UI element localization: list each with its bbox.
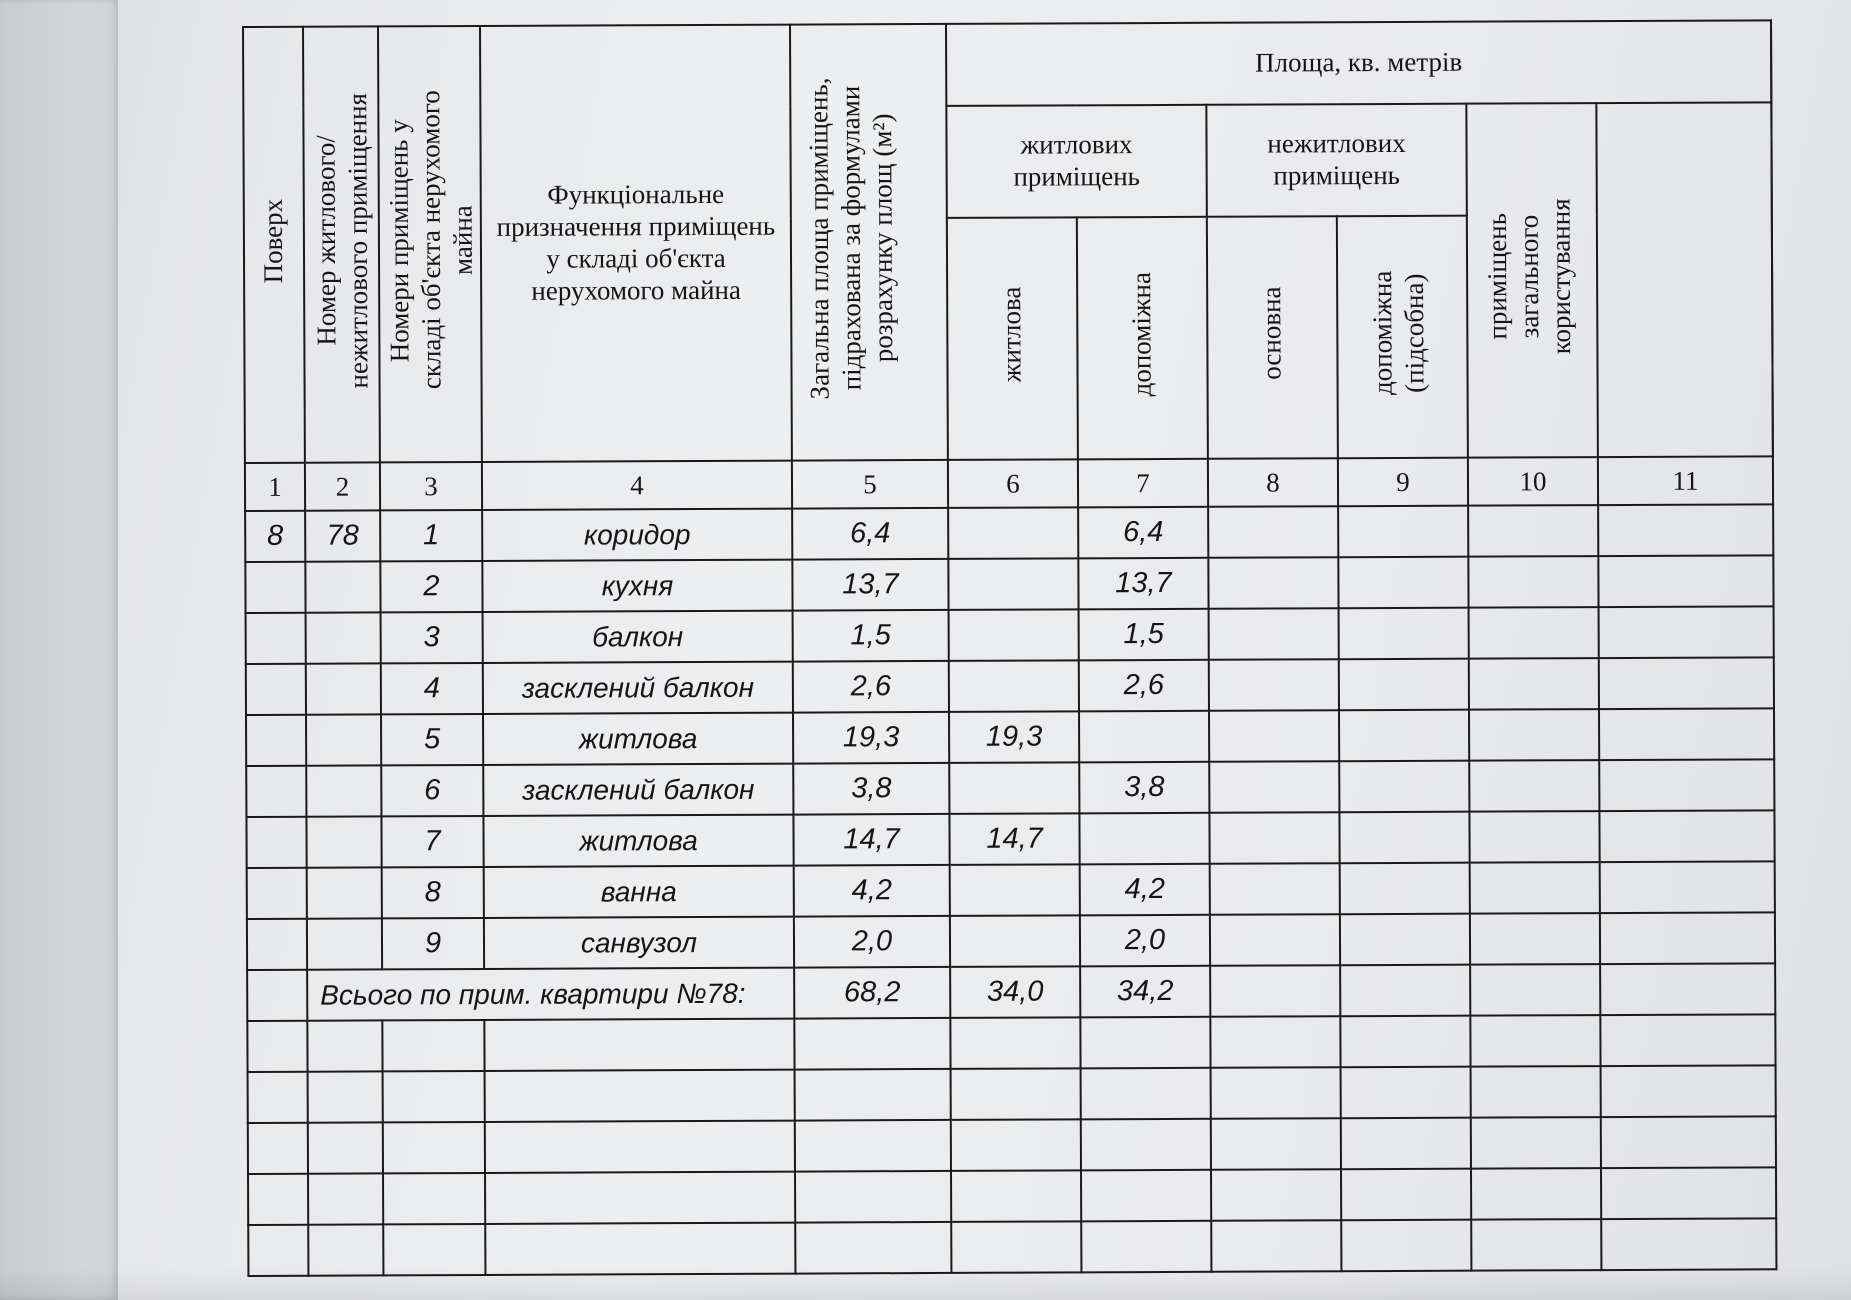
- header-unit-number: Номер житлового/ нежитлового приміщення: [303, 26, 380, 462]
- header-area-group: Площа, кв. метрів: [946, 20, 1771, 106]
- empty-cell: [308, 1224, 383, 1275]
- column-number: 11: [1598, 456, 1773, 505]
- room-number-cell: 3: [381, 612, 483, 663]
- common-use-cell: [1469, 607, 1599, 659]
- room-name-cell: засклений балкон: [483, 764, 793, 816]
- aux-area-cell: 2,6: [1079, 660, 1209, 712]
- empty-cell: [1081, 1221, 1211, 1273]
- column-number: 8: [1208, 458, 1338, 507]
- total-row: [247, 963, 1775, 1021]
- common-use-cell: [1470, 862, 1600, 914]
- column-number: 3: [380, 462, 482, 510]
- empty-cell: [248, 1123, 308, 1174]
- header-main: основна: [1207, 216, 1338, 459]
- room-explication-table: [242, 19, 1777, 1277]
- empty-cell: [382, 1020, 484, 1071]
- unit-cell: [306, 714, 381, 765]
- empty-cell: [485, 1223, 795, 1275]
- notes-cell: [1599, 606, 1774, 658]
- empty-cell: [1211, 1220, 1341, 1272]
- empty-cell: [1341, 1067, 1471, 1119]
- empty-cell: [308, 1122, 383, 1173]
- living-area-cell: [950, 915, 1080, 967]
- aux-area-cell: [1079, 813, 1209, 865]
- room-name-cell: санвузол: [484, 917, 794, 969]
- column-number: 6: [948, 459, 1078, 508]
- total-area-cell: 19,3: [793, 712, 949, 764]
- unit-cell: [307, 918, 382, 969]
- total-area-cell: 2,0: [794, 916, 950, 968]
- header-function: Функціональне призначення приміщень у складі об'єкта нерухомого майна: [480, 25, 792, 462]
- empty-cell: [1080, 1017, 1210, 1069]
- floor-cell: [246, 664, 306, 715]
- empty-cell: [1081, 1119, 1211, 1171]
- total-area-cell: 1,5: [793, 610, 949, 662]
- aux-sub-area-cell: [1339, 659, 1469, 711]
- column-number: 9: [1338, 458, 1468, 507]
- room-name-cell: балкон: [483, 611, 793, 663]
- empty-cell: [1601, 1116, 1776, 1168]
- aux-area-cell: 2,0: [1080, 915, 1210, 967]
- empty-cell: [794, 1018, 950, 1070]
- notes-cell: [1599, 708, 1774, 760]
- common-use-cell: [1469, 658, 1599, 710]
- total-area-cell: 13,7: [792, 559, 948, 611]
- living-area-cell: [949, 762, 1079, 814]
- aux-sub-area-cell: [1338, 557, 1468, 609]
- floor-cell: [246, 817, 306, 868]
- table-row: [245, 504, 1773, 562]
- floor-cell: [247, 868, 307, 919]
- table-row: [247, 912, 1775, 970]
- table-row: [246, 759, 1774, 817]
- empty-cell: [307, 1020, 382, 1071]
- empty-cell: [1341, 1169, 1471, 1221]
- notes-cell: [1599, 759, 1774, 811]
- empty-cell: [1601, 1218, 1776, 1270]
- empty-cell: [795, 1120, 951, 1172]
- notes-cell: [1598, 555, 1773, 607]
- main-area-cell: [1209, 659, 1339, 711]
- table-row: [246, 708, 1774, 766]
- living-area-cell: 19,3: [949, 711, 1079, 763]
- empty-cell: [383, 1122, 485, 1173]
- room-number-cell: 8: [382, 867, 484, 918]
- column-number: 10: [1468, 457, 1598, 506]
- table-row: [246, 606, 1774, 664]
- header-residential: житлових приміщень: [946, 105, 1206, 218]
- aux-area-cell: 34,2: [1080, 966, 1210, 1018]
- header-floor: Поверх: [243, 27, 305, 463]
- empty-cell: [1470, 1015, 1600, 1067]
- room-name-cell: коридор: [482, 509, 792, 561]
- living-area-cell: [948, 507, 1078, 559]
- table-row: [245, 555, 1773, 613]
- aux-sub-area-cell: [1339, 608, 1469, 660]
- aux-area-cell: 3,8: [1079, 762, 1209, 814]
- common-use-cell: [1470, 964, 1600, 1016]
- room-number-cell: 2: [380, 561, 482, 612]
- room-number-cell: 6: [381, 765, 483, 816]
- unit-cell: [305, 561, 380, 612]
- column-number-row: [245, 456, 1773, 511]
- total-area-cell: 6,4: [792, 508, 948, 560]
- main-area-cell: [1210, 965, 1340, 1017]
- empty-cell: [248, 1072, 308, 1123]
- table-row: [247, 861, 1775, 919]
- empty-cell: [247, 1021, 307, 1072]
- total-area-cell: 68,2: [794, 967, 950, 1019]
- empty-row: [248, 1116, 1776, 1174]
- common-use-cell: [1470, 913, 1600, 965]
- empty-cell: [1341, 1220, 1471, 1272]
- common-use-cell: [1468, 505, 1598, 557]
- header-nonresidential: нежитлових приміщень: [1206, 104, 1466, 217]
- notes-cell: [1600, 912, 1775, 964]
- column-number: 5: [792, 460, 948, 509]
- empty-cell: [951, 1170, 1081, 1222]
- main-area-cell: [1208, 506, 1338, 558]
- floor-cell: [247, 970, 307, 1021]
- empty-cell: [485, 1172, 795, 1224]
- aux-sub-area-cell: [1340, 914, 1470, 966]
- room-number-cell: 7: [381, 816, 483, 867]
- aux-sub-area-cell: [1339, 761, 1469, 813]
- floor-cell: [246, 715, 306, 766]
- aux-sub-area-cell: [1338, 506, 1468, 558]
- column-number: 1: [245, 463, 305, 511]
- empty-cell: [1210, 1016, 1340, 1068]
- aux-area-cell: 13,7: [1078, 558, 1208, 610]
- empty-row: [248, 1218, 1776, 1276]
- common-use-cell: [1468, 556, 1598, 608]
- room-name-cell: засклений балкон: [483, 662, 793, 714]
- page-edge: [0, 0, 118, 1300]
- floor-cell: [246, 766, 306, 817]
- common-use-cell: [1469, 760, 1599, 812]
- empty-cell: [795, 1222, 951, 1274]
- notes-cell: [1600, 861, 1775, 913]
- aux-area-cell: [1079, 711, 1209, 763]
- notes-cell: [1599, 810, 1774, 862]
- header-living: житлова: [947, 217, 1078, 460]
- empty-cell: [1601, 1065, 1776, 1117]
- empty-cell: [383, 1071, 485, 1122]
- aux-sub-area-cell: [1339, 812, 1469, 864]
- aux-sub-area-cell: [1340, 965, 1470, 1017]
- empty-cell: [1471, 1066, 1601, 1118]
- floor-cell: [246, 613, 306, 664]
- empty-cell: [383, 1173, 485, 1224]
- room-number-cell: 5: [381, 714, 483, 765]
- empty-cell: [308, 1071, 383, 1122]
- common-use-cell: [1469, 811, 1599, 863]
- header-common-use: приміщень загального користування: [1466, 103, 1598, 458]
- empty-cell: [1601, 1167, 1776, 1219]
- aux-area-cell: 4,2: [1080, 864, 1210, 916]
- empty-cell: [1600, 1014, 1775, 1066]
- empty-row: [248, 1167, 1776, 1225]
- room-number-cell: 1: [380, 510, 482, 561]
- empty-cell: [795, 1069, 951, 1121]
- table-row: [246, 657, 1774, 715]
- unit-cell: [306, 663, 381, 714]
- room-name-cell: житлова: [483, 815, 793, 867]
- main-area-cell: [1208, 557, 1338, 609]
- unit-cell: [306, 612, 381, 663]
- living-area-cell: [950, 864, 1080, 916]
- notes-cell: [1600, 963, 1775, 1015]
- empty-cell: [1081, 1170, 1211, 1222]
- column-number: 2: [305, 462, 380, 510]
- empty-cell: [484, 1019, 794, 1071]
- aux-area-cell: 6,4: [1078, 507, 1208, 559]
- header-total-area: Загальна площа приміщень, підрахована за формулами розрахунку площ (м²): [790, 24, 948, 461]
- total-label: Всього по прим. квартири №78:: [307, 968, 794, 1021]
- empty-cell: [951, 1068, 1081, 1120]
- empty-cell: [248, 1174, 308, 1225]
- room-number-cell: 9: [382, 918, 484, 969]
- empty-cell: [1211, 1067, 1341, 1119]
- main-area-cell: [1209, 710, 1339, 762]
- empty-cell: [485, 1121, 795, 1173]
- notes-cell: [1598, 504, 1773, 556]
- column-number: 7: [1078, 459, 1208, 508]
- aux-sub-area-cell: [1340, 863, 1470, 915]
- empty-cell: [1341, 1118, 1471, 1170]
- floor-cell: [247, 919, 307, 970]
- unit-cell: [306, 765, 381, 816]
- empty-cell: [1471, 1117, 1601, 1169]
- room-name-cell: ванна: [484, 866, 794, 918]
- empty-cell: [248, 1225, 308, 1276]
- table-row: [246, 810, 1774, 868]
- room-name-cell: кухня: [482, 560, 792, 612]
- main-area-cell: [1210, 914, 1340, 966]
- notes-cell: [1599, 657, 1774, 709]
- living-area-cell: [949, 660, 1079, 712]
- empty-cell: [485, 1070, 795, 1122]
- unit-cell: [307, 867, 382, 918]
- empty-row: [247, 1014, 1775, 1072]
- empty-cell: [951, 1119, 1081, 1171]
- empty-row: [248, 1065, 1776, 1123]
- main-area-cell: [1209, 761, 1339, 813]
- header-room-numbers: Номери приміщень у складі об'єкта нерухомого майна: [378, 26, 482, 462]
- aux-area-cell: 1,5: [1079, 609, 1209, 661]
- main-area-cell: [1209, 608, 1339, 660]
- main-area-cell: [1210, 863, 1340, 915]
- empty-cell: [951, 1221, 1081, 1273]
- empty-cell: [1471, 1219, 1601, 1271]
- unit-cell: [306, 816, 381, 867]
- unit-cell: 78: [305, 510, 380, 561]
- room-name-cell: житлова: [483, 713, 793, 765]
- total-area-cell: 4,2: [794, 865, 950, 917]
- empty-cell: [1211, 1118, 1341, 1170]
- living-area-cell: [949, 609, 1079, 661]
- column-number: 4: [482, 461, 792, 510]
- living-area-cell: [948, 558, 1078, 610]
- header-aux-sub: допоміжна (підсобна): [1337, 216, 1468, 459]
- living-area-cell: 34,0: [950, 966, 1080, 1018]
- total-area-cell: 2,6: [793, 661, 949, 713]
- empty-cell: [1340, 1016, 1470, 1068]
- empty-cell: [1471, 1168, 1601, 1220]
- living-area-cell: 14,7: [949, 813, 1079, 865]
- empty-cell: [383, 1224, 485, 1275]
- header-auxiliary: допоміжна: [1077, 217, 1208, 460]
- empty-cell: [1081, 1068, 1211, 1120]
- floor-cell: 8: [245, 511, 305, 562]
- common-use-cell: [1469, 709, 1599, 761]
- total-area-cell: 3,8: [793, 763, 949, 815]
- main-area-cell: [1209, 812, 1339, 864]
- total-area-cell: 14,7: [793, 814, 949, 866]
- room-number-cell: 4: [381, 663, 483, 714]
- empty-cell: [950, 1017, 1080, 1069]
- empty-cell: [795, 1171, 951, 1223]
- aux-sub-area-cell: [1339, 710, 1469, 762]
- empty-cell: [1211, 1169, 1341, 1221]
- floor-cell: [245, 562, 305, 613]
- empty-cell: [308, 1173, 383, 1224]
